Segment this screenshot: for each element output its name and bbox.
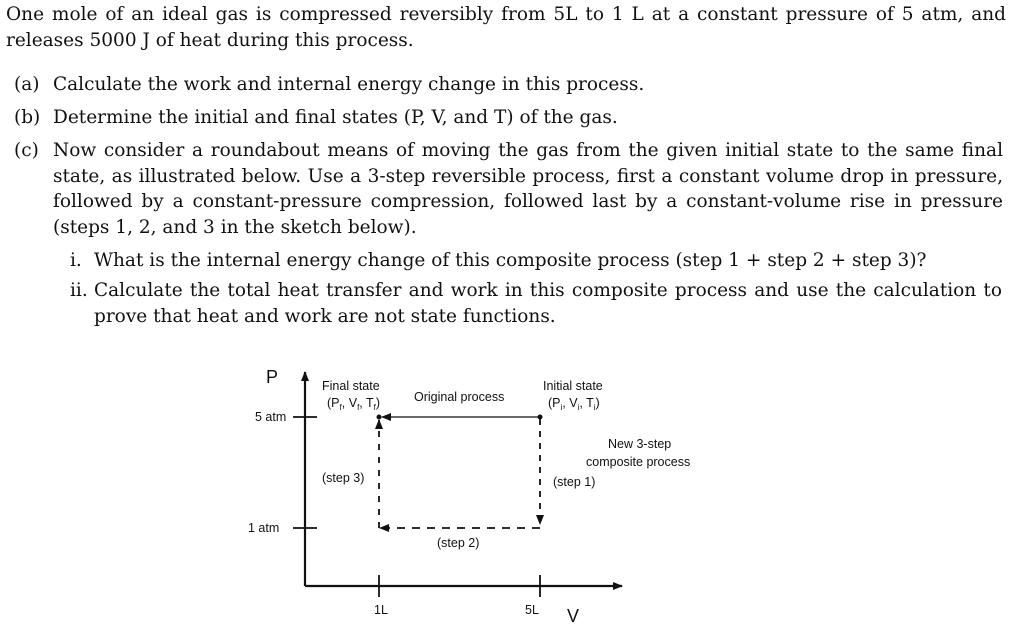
subpart-i-text: What is the internal energy change of this composite process (step 1 + step 2 + step 3)? [94,250,927,271]
final-state-vars: ($P_f$, $V_f$, $T_f$) [327,396,381,412]
part-c-text: Now consider a roundabout means of moving the gas from the given initial state to the same final state, as illustrated below. Use a 3-step reversible process, first a constant volume drop in pressure, followed by a constant-pressure compression, followed last by a constant-volume rise in pressure (steps 1, 2, and 3 in the sketch below). [53,140,1003,238]
final-state-title: Final state [322,379,380,393]
y-tick-label-1atm: 1 atm [248,521,280,535]
x-tick-label-5L: 5L [525,603,539,617]
initial-state-title: Initial state [543,379,603,393]
y-axis-label: P [266,367,279,387]
part-b-label: (b) [14,107,41,128]
x-axis-label: V [567,606,580,626]
y-tick-label-5atm: 5 atm [255,410,287,424]
final-state-point [377,415,382,420]
new-process-label-1: New 3-step [608,437,672,451]
x-tick-label-1L: 1L [374,603,388,617]
part-a-label: (a) [14,74,40,95]
initial-state-point [538,415,543,420]
step2-label: (step 2) [437,536,480,550]
part-b-text: Determine the initial and final states (P, V, and T) of the gas. [53,107,618,128]
part-c-label: (c) [14,140,39,161]
subpart-i-label: i. [70,250,82,271]
step1-label: (step 1) [553,475,596,489]
initial-state-vars: ($P_i$, $V_i$, $T_i$) [548,396,600,412]
part-a-text: Calculate the work and internal energy change in this process. [53,74,645,95]
new-process-label-2: composite process [586,455,691,469]
subpart-ii-label: ii. [70,280,88,301]
problem-intro: One mole of an ideal gas is compressed reversibly from 5L to 1 L at a constant pressure of 5 atm, and releases 5000 J of heat during this process. [6,4,1006,51]
step3-label: (step 3) [322,471,365,485]
subpart-ii-text: Calculate the total heat transfer and work in this composite process and use the calculation to prove that heat and work are not state functions. [94,280,1002,327]
original-process-label: Original process [414,390,505,404]
